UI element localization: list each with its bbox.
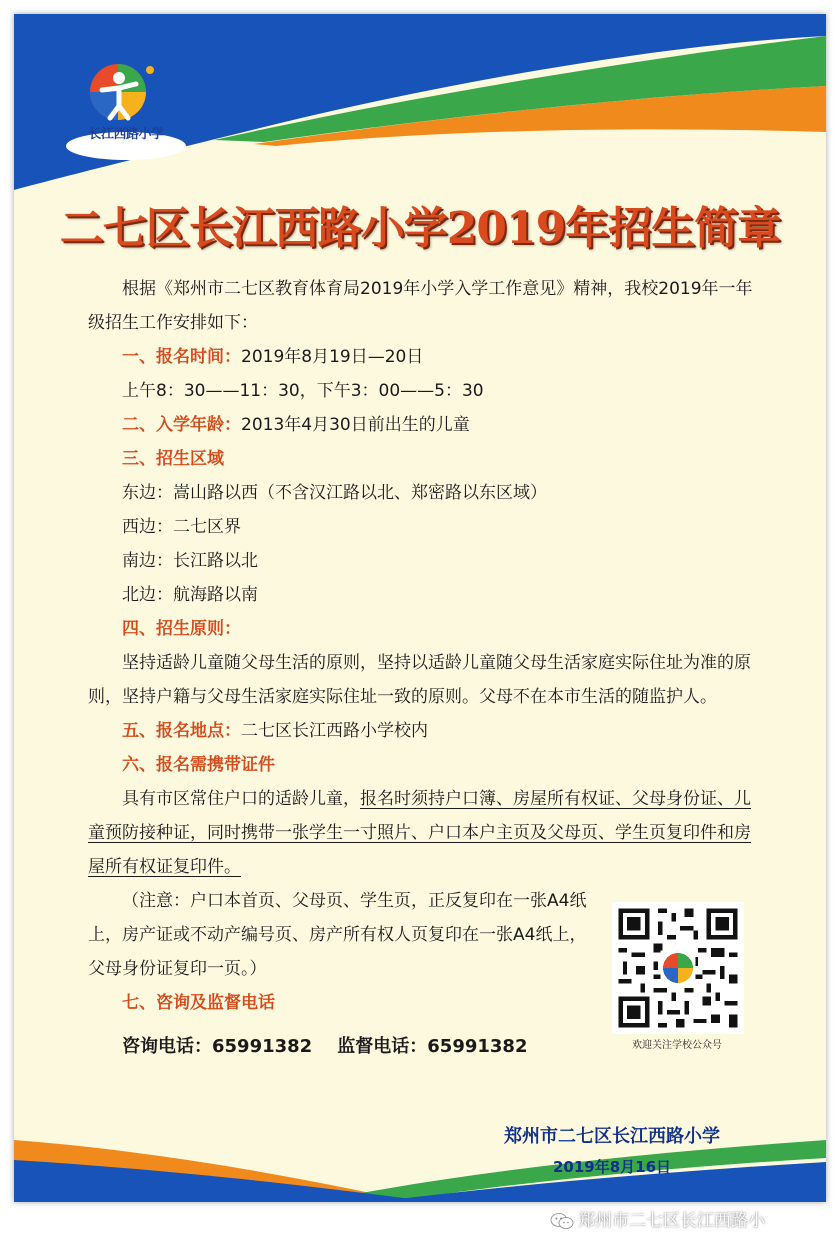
section-2-heading: 二、入学年龄：	[122, 415, 241, 435]
section-1-heading: 一、报名时间：	[122, 347, 241, 367]
consult-phone-number: 65991382	[212, 1036, 313, 1057]
section-3-heading: 三、招生区域	[122, 449, 224, 469]
required-documents-intro: 具有市区常住户口的适龄儿童，	[122, 789, 360, 809]
supervise-phone-label: 监督电话：	[337, 1036, 428, 1057]
enrollment-age-value: 2013年4月30日前出生的儿童	[241, 415, 470, 435]
area-east: 东边：嵩山路以西（不含汉江路以北、郑密路以东区域）	[122, 483, 547, 503]
required-documents	[88, 782, 760, 884]
intro-paragraph: 根据《郑州市二七区教育体育局2019年小学入学工作意见》精神，我校2019年一年级招生工作安排如下：	[88, 279, 753, 333]
section-registration-location	[88, 714, 760, 748]
section-enrollment-age	[88, 408, 760, 442]
watermark-text: 郑州市二七区长江西路小	[578, 1211, 765, 1231]
area-north: 北边：航海路以南	[122, 585, 258, 605]
qr-code-icon[interactable]	[612, 902, 744, 1034]
section-6-heading: 六、报名需携带证件	[122, 755, 275, 775]
wechat-watermark	[550, 1206, 840, 1236]
supervise-phone-number: 65991382	[427, 1036, 528, 1057]
logo-school-name: 长江西路小学	[88, 127, 164, 142]
registration-date: 2019年8月19日—20日	[241, 347, 424, 367]
section-5-heading: 五、报名地点：	[122, 721, 241, 741]
school-logo	[62, 48, 190, 160]
registration-location-value: 二七区长江西路小学校内	[241, 721, 428, 741]
section-registration-time	[88, 340, 760, 374]
document-copy-note: （注意：户口本首页、父母页、学生页，正反复印在一张A4纸上，房产证或不动产编号页、房产所有权人页复印在一张A4纸上，父母身份证复印一页。）	[88, 891, 587, 979]
enrollment-principles: 坚持适龄儿童随父母生活的原则，坚持以适龄儿童随父母生活家庭实际住址为准的原则，坚持户籍与父母生活家庭实际住址一致的原则。父母不在本市生活的随监护人。	[88, 653, 751, 707]
signature-date: 2019年8月16日	[552, 1158, 672, 1176]
qr-caption: 欢迎关注学校公众号	[632, 1040, 722, 1051]
registration-hours: 上午8：30——11：30，下午3：00——5：30	[122, 381, 484, 401]
area-west: 西边：二七区界	[122, 517, 241, 537]
poster	[14, 14, 826, 1202]
section-7-heading: 七、咨询及监督电话	[122, 993, 275, 1013]
page-title: 二七区长江西路小学2019年招生简章	[59, 203, 781, 254]
area-south: 南边：长江路以北	[122, 551, 258, 571]
wechat-icon	[550, 1212, 574, 1230]
signature-school: 郑州市二七区长江西路小学	[504, 1126, 720, 1147]
section-4-heading: 四、招生原则：	[122, 619, 241, 639]
consult-phone-label: 咨询电话：	[122, 1036, 212, 1057]
required-documents-list: 报名时须持户口簿、房屋所有权证、父母身份证、儿童预防接种证，同时携带一张学生一寸照片、户口本户主页及父母页、学生页复印件和房屋所有权证复印件。	[88, 789, 751, 877]
